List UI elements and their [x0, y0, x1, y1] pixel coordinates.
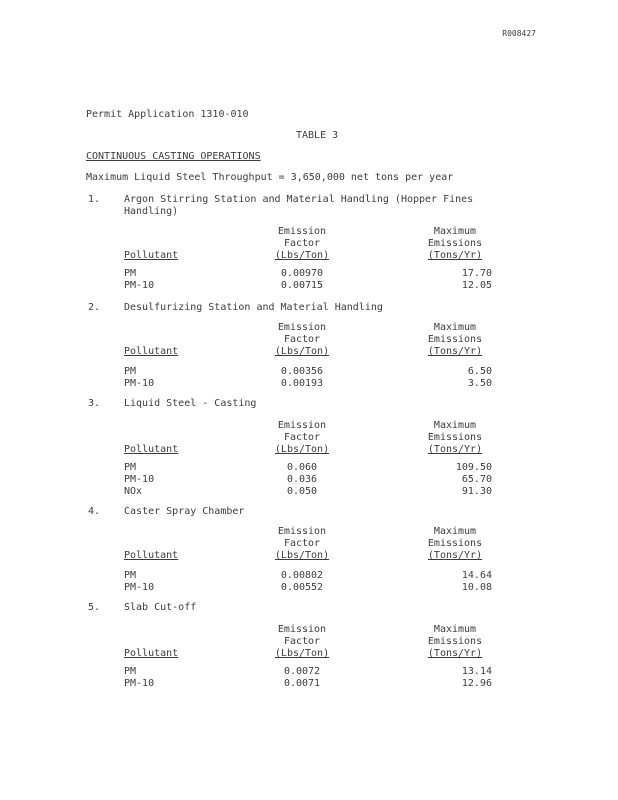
section-title: Argon Stirring Station and Material Handling (Hopper Fines — [124, 194, 474, 205]
table-row-pollutant: PM-10 — [124, 678, 155, 689]
col-header-emissions-1: Maximum — [433, 420, 477, 431]
table-row-factor: 0.0071 — [283, 678, 321, 689]
table-row-pollutant: PM — [124, 268, 137, 279]
col-header-emissions-1: Maximum — [433, 226, 477, 237]
col-header-emissions-3: (Tons/Yr) — [427, 250, 483, 261]
section-number: 2. — [88, 302, 101, 313]
table-row-emissions: 10.08 — [461, 582, 492, 593]
col-header-pollutant: Pollutant — [124, 550, 179, 561]
table-row-pollutant: PM — [124, 570, 137, 581]
table-row-factor: 0.00715 — [280, 280, 324, 291]
col-header-emissions-1: Maximum — [433, 624, 477, 635]
col-header-factor-1: Emission — [277, 624, 327, 635]
col-header-emissions-3: (Tons/Yr) — [427, 444, 483, 455]
table-row-pollutant: NOx — [124, 486, 143, 497]
table-row-pollutant: PM — [124, 366, 137, 377]
col-header-factor-2: Factor — [283, 636, 321, 647]
table-row-factor: 0.00552 — [280, 582, 324, 593]
table-row-pollutant: PM-10 — [124, 474, 155, 485]
col-header-factor-1: Emission — [277, 420, 327, 431]
table-row-emissions: 12.05 — [461, 280, 492, 291]
table-row-factor: 0.00802 — [280, 570, 324, 581]
col-header-factor-2: Factor — [283, 538, 321, 549]
col-header-factor-3: (Lbs/Ton) — [274, 346, 330, 357]
table-row-factor: 0.0072 — [283, 666, 321, 677]
permit-line: Permit Application 1310-010 — [86, 109, 249, 120]
section-number: 5. — [88, 602, 101, 613]
table-row-factor: 0.00970 — [280, 268, 324, 279]
table-row-emissions: 14.64 — [461, 570, 492, 581]
col-header-emissions-1: Maximum — [433, 322, 477, 333]
table-row-emissions: 13.14 — [461, 666, 492, 677]
table-row-factor: 0.060 — [286, 462, 318, 473]
table-row-factor: 0.050 — [286, 486, 318, 497]
col-header-factor-3: (Lbs/Ton) — [274, 250, 330, 261]
col-header-factor-3: (Lbs/Ton) — [274, 550, 330, 561]
throughput-line: Maximum Liquid Steel Throughput = 3,650,000 net tons per year — [86, 172, 454, 183]
col-header-emissions-3: (Tons/Yr) — [427, 550, 483, 561]
col-header-emissions-2: Emissions — [427, 432, 483, 443]
table-row-pollutant: PM — [124, 666, 137, 677]
col-header-emissions-2: Emissions — [427, 334, 483, 345]
table-row-factor: 0.00193 — [280, 378, 324, 389]
table-row-emissions: 91.30 — [461, 486, 492, 497]
table-label: TABLE 3 — [296, 130, 339, 141]
table-row-emissions: 17.70 — [461, 268, 492, 279]
col-header-emissions-3: (Tons/Yr) — [427, 346, 483, 357]
table-row-factor: 0.036 — [286, 474, 318, 485]
table-row-factor: 0.00356 — [280, 366, 324, 377]
col-header-factor-2: Factor — [283, 334, 321, 345]
section-number: 1. — [88, 194, 101, 205]
section-title: Caster Spray Chamber — [124, 506, 245, 517]
col-header-factor-2: Factor — [283, 238, 321, 249]
col-header-emissions-2: Emissions — [427, 636, 483, 647]
col-header-pollutant: Pollutant — [124, 346, 179, 357]
page-heading: CONTINUOUS CASTING OPERATIONS — [86, 151, 261, 162]
table-row-pollutant: PM-10 — [124, 378, 155, 389]
col-header-factor-1: Emission — [277, 322, 327, 333]
section-number: 4. — [88, 506, 101, 517]
table-row-emissions: 109.50 — [455, 462, 492, 473]
col-header-factor-1: Emission — [277, 526, 327, 537]
col-header-emissions-3: (Tons/Yr) — [427, 648, 483, 659]
table-row-pollutant: PM-10 — [124, 280, 155, 291]
section-number: 3. — [88, 398, 101, 409]
col-header-factor-1: Emission — [277, 226, 327, 237]
col-header-emissions-2: Emissions — [427, 538, 483, 549]
table-row-emissions: 3.50 — [467, 378, 492, 389]
col-header-emissions-1: Maximum — [433, 526, 477, 537]
table-row-pollutant: PM-10 — [124, 582, 155, 593]
col-header-pollutant: Pollutant — [124, 250, 179, 261]
section-title: Slab Cut-off — [124, 602, 197, 613]
table-row-pollutant: PM — [124, 462, 137, 473]
table-row-emissions: 6.50 — [467, 366, 492, 377]
section-title: Desulfurizing Station and Material Handling — [124, 302, 383, 313]
col-header-factor-2: Factor — [283, 432, 321, 443]
col-header-factor-3: (Lbs/Ton) — [274, 648, 330, 659]
col-header-factor-3: (Lbs/Ton) — [274, 444, 330, 455]
col-header-pollutant: Pollutant — [124, 444, 179, 455]
table-row-emissions: 65.70 — [461, 474, 492, 485]
col-header-pollutant: Pollutant — [124, 648, 179, 659]
table-row-emissions: 12.96 — [461, 678, 492, 689]
page-id: R008427 — [502, 29, 536, 38]
section-title: Liquid Steel - Casting — [124, 398, 257, 409]
col-header-emissions-2: Emissions — [427, 238, 483, 249]
section-title-cont: Handling) — [124, 206, 179, 217]
